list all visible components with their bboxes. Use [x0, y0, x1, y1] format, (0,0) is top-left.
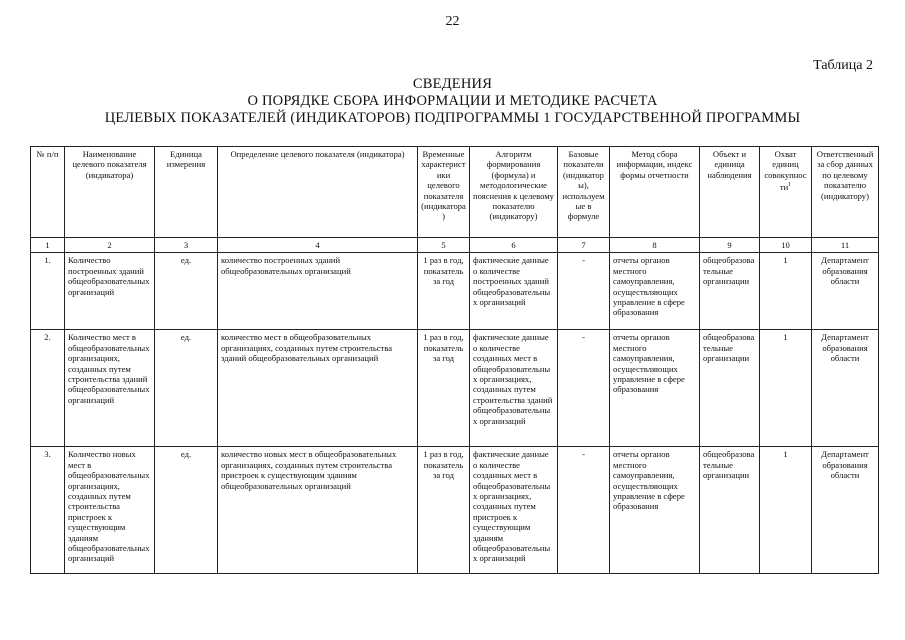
column-number: 8	[610, 238, 700, 253]
observation-object: общеобразовательные организации	[700, 330, 760, 447]
column-number-row	[31, 238, 879, 253]
column-number: 10	[760, 238, 812, 253]
indicator-name: Количество построенных зданий общеобразовательных организаций	[65, 253, 155, 330]
column-number: 9	[700, 238, 760, 253]
header-cell: Метод сбора информации, индекс формы отчетности	[610, 147, 700, 238]
header-cell	[760, 147, 812, 238]
column-number: 3	[155, 238, 218, 253]
base-indicators: -	[558, 253, 610, 330]
column-number: 11	[812, 238, 879, 253]
time-characteristics: 1 раз в год, показатель за год	[418, 253, 470, 330]
table-header-row	[31, 147, 879, 238]
header-cell: Ответственный за сбор данных по целевому показателю (индикатору)	[812, 147, 879, 238]
algorithm: фактические данные о количестве созданных мест в общеобразовательных организациях, созданных путем пристроек к существующим зданиям общеобразовательных организаций	[470, 447, 558, 574]
column-number: 6	[470, 238, 558, 253]
collection-method: отчеты органов местного самоуправления, осуществляющих управление в сфере образования	[610, 447, 700, 574]
indicators-table	[30, 146, 879, 574]
coverage: 1	[760, 253, 812, 330]
row-number: 2.	[31, 330, 65, 447]
header-cell: № п/п	[31, 147, 65, 238]
collection-method: отчеты органов местного самоуправления, осуществляющих управление в сфере образования	[610, 253, 700, 330]
heading-line-1: СВЕДЕНИЯ	[412, 76, 493, 92]
row-number: 1.	[31, 253, 65, 330]
column-number: 2	[65, 238, 155, 253]
collection-method: отчеты органов местного самоуправления, осуществляющих управление в сфере образования	[610, 330, 700, 447]
algorithm: фактические данные о количестве созданных мест в общеобразовательных организациях, созданных путем строительства зданий общеобразовательных организаций	[470, 330, 558, 447]
algorithm: фактические данные о количестве построенных зданий общеобразовательных организаций	[470, 253, 558, 330]
observation-object: общеобразовательные организации	[700, 253, 760, 330]
indicator-name: Количество новых мест в общеобразовательных организациях, созданных путем строительства пристроек к существующим зданиям общеобразовательных организаций	[65, 447, 155, 574]
base-indicators: -	[558, 447, 610, 574]
table-label: Таблица 2	[813, 58, 873, 73]
base-indicators: -	[558, 330, 610, 447]
observation-object: общеобразовательные организации	[700, 447, 760, 574]
document-heading	[0, 76, 905, 127]
table-row	[31, 253, 879, 330]
time-characteristics: 1 раз в год, показатель за год	[418, 447, 470, 574]
header-cell: Объект и единица наблюдения	[700, 147, 760, 238]
heading-line-2: О ПОРЯДКЕ СБОРА ИНФОРМАЦИИ И МЕТОДИКЕ РАСЧЕТА	[247, 93, 658, 109]
column-number: 4	[218, 238, 418, 253]
definition: количество новых мест в общеобразовательных организациях, созданных путем строительства пристроек к существующим зданиям общеобразовательных организаций	[218, 447, 418, 574]
indicator-name: Количество мест в общеобразовательных организациях, созданных путем строительства зданий общеобразовательных организаций	[65, 330, 155, 447]
definition: количество мест в общеобразовательных организациях, созданных путем строительства зданий общеобразовательных организаций	[218, 330, 418, 447]
responsible: Департамент образования области	[812, 253, 879, 330]
responsible: Департамент образования области	[812, 447, 879, 574]
coverage: 1	[760, 330, 812, 447]
table-row	[31, 330, 879, 447]
header-cell: Наименование целевого показателя (индикатора)	[65, 147, 155, 238]
page-number: 22	[445, 14, 460, 29]
column-number: 1	[31, 238, 65, 253]
coverage: 1	[760, 447, 812, 574]
footnote-marker: 1	[788, 182, 792, 189]
header-cell: Базовые показатели (индикаторы), используемые в формуле	[558, 147, 610, 238]
header-cell: Единица измерения	[155, 147, 218, 238]
row-number: 3.	[31, 447, 65, 574]
header-cell: Временные характеристики целевого показателя (индикатора)	[418, 147, 470, 238]
time-characteristics: 1 раз в год, показатель за год	[418, 330, 470, 447]
header-cell: Алгоритм формирования (формула) и методологические пояснения к целевому показателю (индикатору)	[470, 147, 558, 238]
unit: ед.	[155, 447, 218, 574]
table-row	[31, 447, 879, 574]
header-text: Охват единиц совокупности	[764, 149, 807, 193]
unit: ед.	[155, 330, 218, 447]
header-cell: Определение целевого показателя (индикатора)	[218, 147, 418, 238]
column-number: 5	[418, 238, 470, 253]
heading-line-3: ЦЕЛЕВЫХ ПОКАЗАТЕЛЕЙ (ИНДИКАТОРОВ) ПОДПРОГРАММЫ 1 ГОСУДАРСТВЕННОЙ ПРОГРАММЫ	[104, 110, 801, 126]
column-number: 7	[558, 238, 610, 253]
responsible: Департамент образования области	[812, 330, 879, 447]
unit: ед.	[155, 253, 218, 330]
definition: количество построенных зданий общеобразовательных организаций	[218, 253, 418, 330]
